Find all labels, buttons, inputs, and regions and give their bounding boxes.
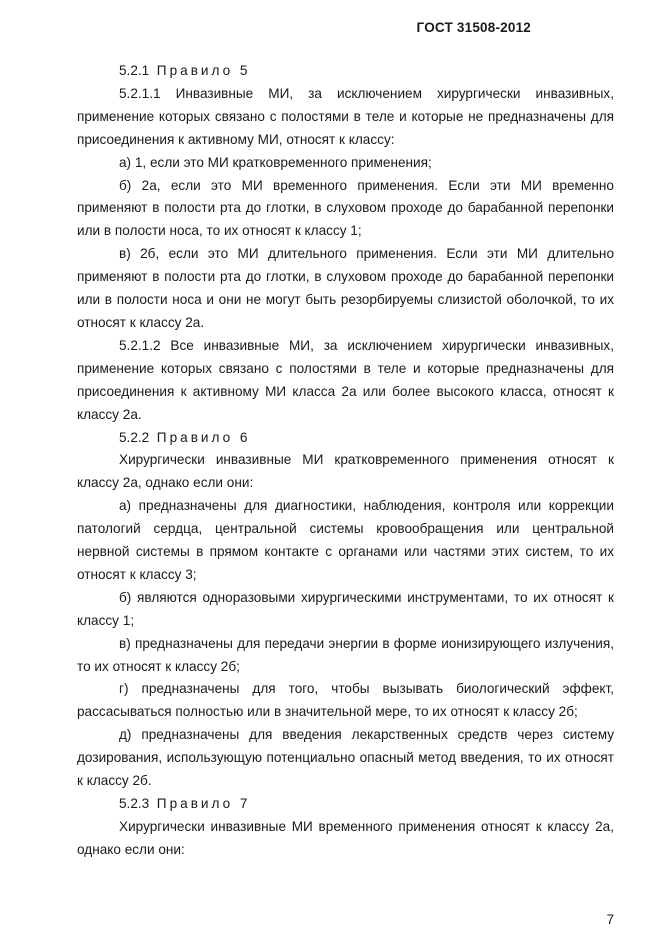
- list-item: а) предназначены для диагностики, наблюдения, контроля или коррекции патологий сердца, центральной системы кровообращения или центральной нервной системы в прямом контакте с органами или частями этих систем, то их относят к классу 3;: [77, 498, 614, 582]
- page-number: 7: [606, 912, 614, 927]
- paragraph: 5.2.1.1 Инвазивные МИ, за исключением хирургически инвазивных, применение которых связано с полостями в теле и которые не предназначены для присоединения к активному МИ, относят к классу:: [77, 85, 614, 147]
- section-number: 5.2.1: [119, 63, 150, 78]
- section-number: 5.2.2: [119, 429, 150, 445]
- section-title: Правило 6: [156, 429, 251, 445]
- list-item: в) 2б, если это МИ длительного применения. Если эти МИ длительно применяют в полости рта до глотки, в слуховом проходе до барабанной перепонки или в полости носа и они не могут быть резорбируемы слизистой оболочкой, то их относят к классу 2а.: [77, 246, 614, 330]
- list-item: в) предназначены для передачи энергии в форме ионизирующего излучения, то их относят к классу 2б;: [77, 635, 614, 674]
- section-heading-5-2-2: [77, 427, 614, 450]
- paragraph: Хирургически инвазивные МИ временного применения относят к классу 2а, однако если они:: [77, 818, 614, 857]
- document-header: ГОСТ 31508-2012: [416, 20, 531, 35]
- section-heading-5-2-3: [77, 793, 614, 816]
- document-body: [77, 60, 614, 862]
- paragraph: Хирургически инвазивные МИ кратковременного применения относят к классу 2а, однако если они:: [77, 452, 614, 491]
- section-heading-5-2-1: [77, 60, 614, 83]
- section-title: Правило 5: [156, 63, 251, 78]
- paragraph: 5.2.1.2 Все инвазивные МИ, за исключением хирургически инвазивных, применение которых связано с полостями в теле и которые предназначены для присоединения к активному МИ класса 2а или более высокого класса, относят к классу 2а.: [77, 337, 614, 422]
- list-item: д) предназначены для введения лекарственных средств через систему дозирования, использующую потенциально опасный метод введения, то их относят к классу 2б.: [77, 727, 614, 789]
- section-number: 5.2.3: [119, 796, 150, 811]
- section-title: Правило 7: [156, 796, 251, 811]
- list-item: г) предназначены для того, чтобы вызывать биологический эффект, рассасываться полностью или в значительной мере, то их относят к классу 2б;: [77, 681, 614, 720]
- list-item: б) являются одноразовыми хирургическими инструментами, то их относят к классу 1;: [77, 589, 614, 628]
- list-item: а) 1, если это МИ кратковременного применения;: [119, 154, 432, 170]
- list-item: б) 2а, если это МИ временного применения. Если эти МИ временно применяют в полости рта до глотки, в слуховом проходе до барабанной перепонки или в полости носа, то их относят к классу 1;: [77, 177, 614, 239]
